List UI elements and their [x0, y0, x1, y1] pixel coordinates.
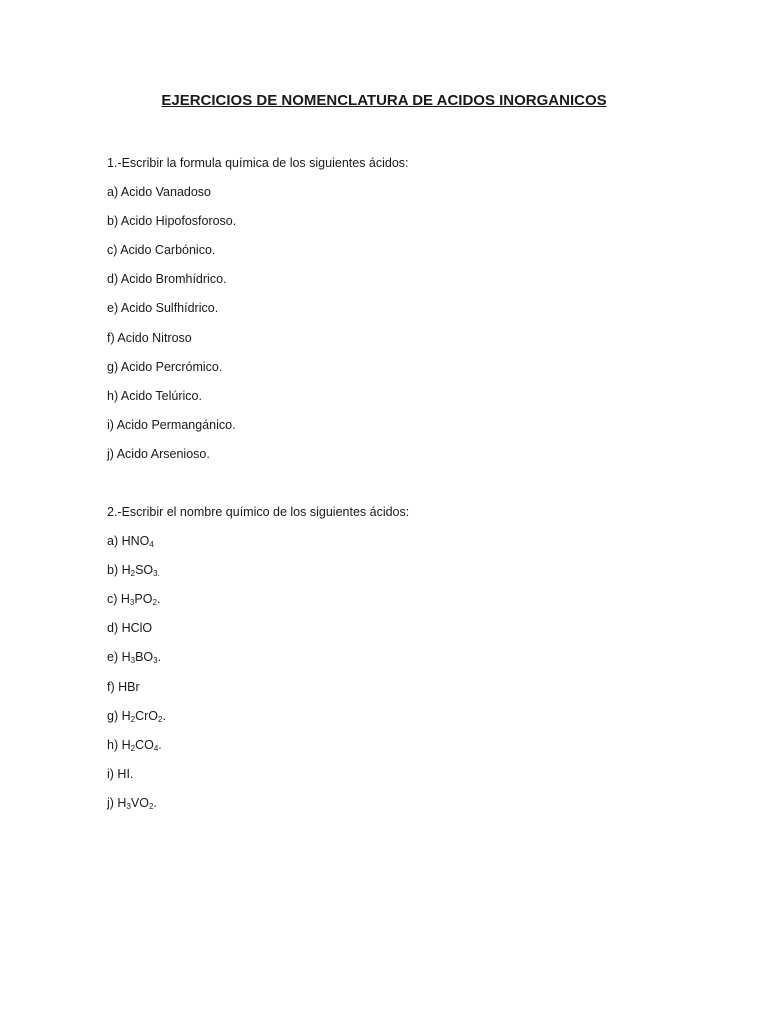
exercise-1-item-d: d) Acido Bromhídrico. [107, 272, 227, 287]
formula-text: BO [135, 650, 154, 665]
formula-subscript: 2 [152, 598, 157, 608]
exercise-1-item-f: f) Acido Nitroso [107, 330, 192, 345]
formula-text: H [117, 795, 127, 810]
formula-text: VO [130, 795, 149, 810]
formula-text: CO [135, 737, 154, 752]
formula-text: H [121, 650, 131, 665]
item-label: e) [107, 650, 122, 665]
formula-text: HBr [118, 679, 140, 694]
document-title: EJERCICIOS DE NOMENCLATURA DE ACIDOS INORGANICOS [161, 92, 607, 109]
exercise-2-item-h [107, 736, 707, 765]
formula-subscript: 3. [153, 569, 160, 579]
exercise-2-heading: 2.-Escribir el nombre químico de los siguientes ácidos: [107, 505, 410, 519]
exercise-2-item-d [107, 619, 707, 648]
exercise-1-heading: 1.-Escribir la formula química de los siguientes ácidos: [107, 156, 409, 170]
formula-text: . [162, 708, 166, 723]
exercise-2-item-b [107, 561, 707, 590]
formula-subscript: 3 [130, 656, 136, 666]
exercise-1-item-g: g) Acido Percrómico. [107, 359, 223, 374]
exercise-2-item-j [107, 794, 707, 823]
item-label: h) [107, 737, 122, 752]
exercise-2-item-c [107, 590, 707, 619]
formula-subscript: 2 [148, 801, 154, 811]
exercise-2-item-a [107, 532, 707, 561]
formula-subscript: 2 [130, 714, 136, 724]
formula-subscript: 4 [153, 743, 159, 753]
item-label: i) [107, 766, 118, 781]
formula-subscript: 2 [130, 743, 136, 753]
exercise-2-item-i [107, 765, 707, 794]
item-label: f) [107, 679, 119, 694]
formula-text: HI. [117, 766, 134, 781]
formula-text: CrO [135, 708, 158, 723]
item-label: b) [107, 563, 122, 578]
formula-text: HNO [121, 534, 150, 549]
formula-subscript: 3 [153, 656, 158, 666]
exercise-1-item-c: c) Acido Carbónico. [107, 243, 216, 258]
exercise-1-item-e: e) Acido Sulfhídrico. [107, 301, 219, 316]
item-label: d) [107, 621, 122, 636]
exercise-1 [107, 154, 707, 474]
formula-text: H [121, 708, 131, 723]
formula-text: . [158, 737, 162, 752]
formula-text: H [121, 737, 131, 752]
formula-text: SO [135, 563, 154, 578]
formula-subscript: 2 [130, 569, 136, 579]
item-label: c) [107, 592, 121, 607]
formula-text: H [121, 563, 131, 578]
exercise-1-item-b: b) Acido Hipofosforoso. [107, 214, 237, 229]
formula-subscript: 3 [129, 598, 135, 608]
exercise-2-item-g [107, 707, 707, 736]
formula-subscript: 2 [158, 714, 163, 724]
item-label: a) [107, 534, 122, 549]
formula-text: . [157, 650, 162, 665]
exercise-2 [107, 503, 707, 823]
formula-text: HClO [121, 621, 153, 636]
formula-subscript: 3 [126, 801, 131, 811]
exercise-1-item-i: i) Acido Permangánico. [107, 417, 236, 432]
formula-text: . [153, 795, 157, 810]
exercise-2-item-e [107, 648, 707, 677]
formula-text: H [120, 592, 130, 607]
exercise-1-item-a: a) Acido Vanadoso [107, 185, 212, 200]
exercise-2-list [107, 532, 707, 823]
formula-subscript: 4 [149, 540, 154, 550]
item-label: j) [107, 795, 118, 810]
formula-text: . [156, 592, 161, 607]
exercise-2-item-f [107, 678, 707, 707]
item-label: g) [107, 708, 122, 723]
exercise-1-item-h: h) Acido Telúrico. [107, 388, 202, 403]
formula-text: PO [134, 592, 153, 607]
exercise-1-item-j: j) Acido Arsenioso. [107, 446, 210, 461]
